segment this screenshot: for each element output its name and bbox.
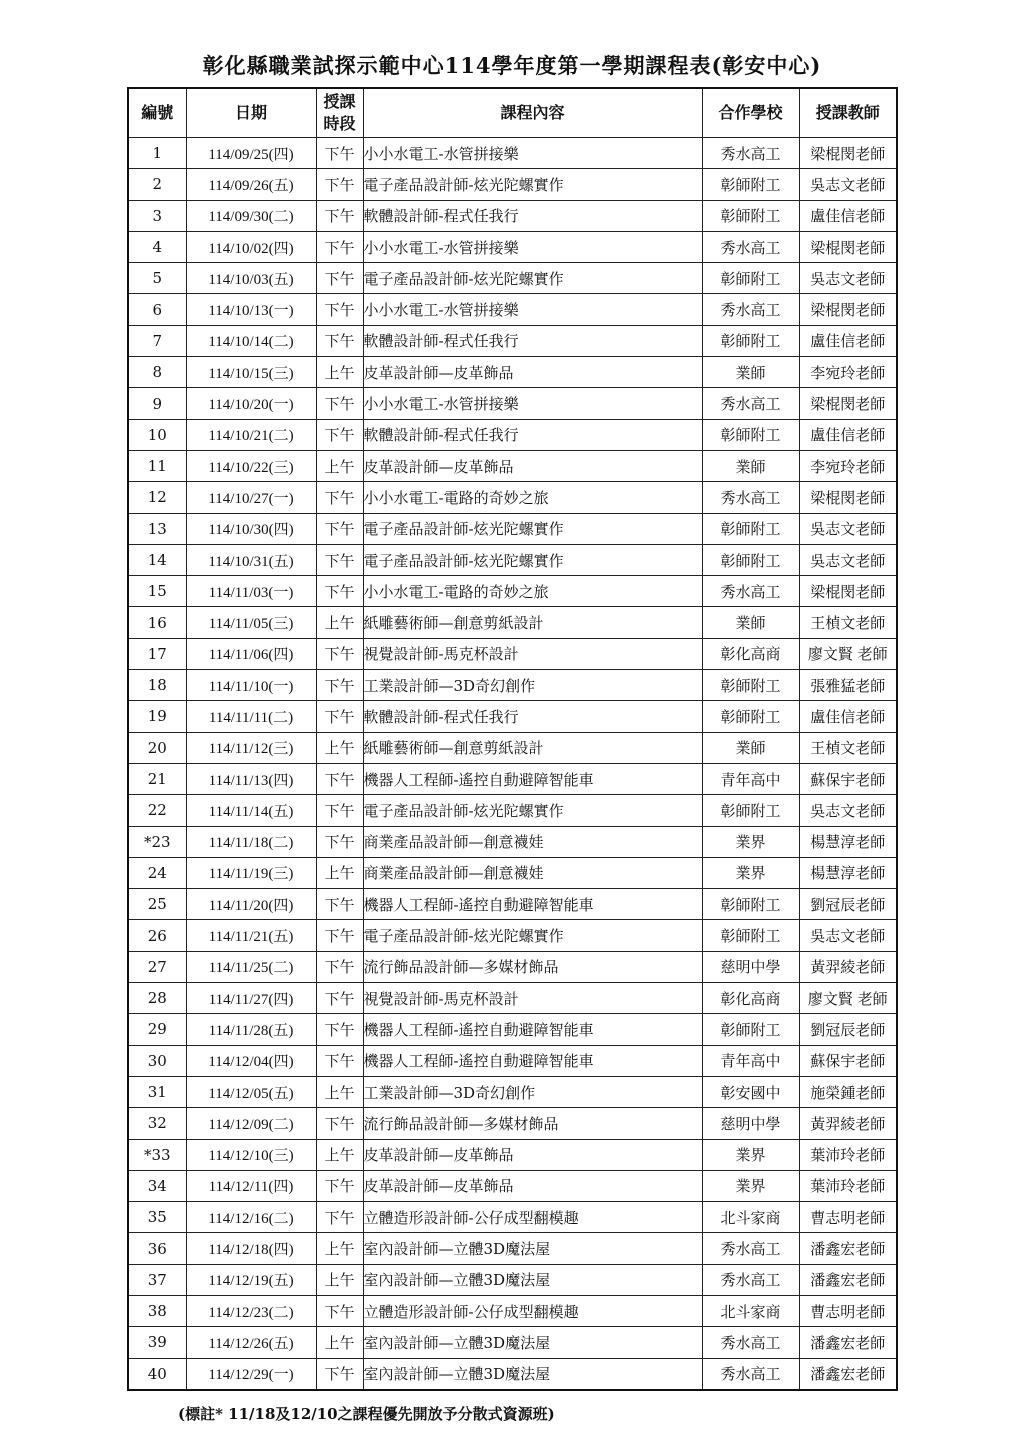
table-row [128, 983, 897, 1014]
cell-course: 視覺設計師-馬克杯設計 [363, 638, 702, 669]
cell-slot: 下午 [316, 138, 363, 169]
cell-school: 彰師附工 [702, 513, 799, 544]
cell-num: 22 [128, 795, 186, 826]
cell-slot: 下午 [316, 544, 363, 575]
cell-slot: 下午 [316, 419, 363, 450]
cell-course: 室內設計師—立體3D魔法屋 [363, 1358, 702, 1390]
table-row [128, 357, 897, 388]
cell-date: 114/11/18(二) [186, 826, 316, 857]
cell-course: 皮革設計師—皮革飾品 [363, 1170, 702, 1201]
cell-teacher: 吳志文老師 [799, 795, 897, 826]
cell-num: 5 [128, 263, 186, 294]
header-slot-line2: 時段 [323, 114, 356, 133]
footnote: (標註* 11/18及12/10之課程優先開放予分散式資源班) [178, 1405, 555, 1423]
table-row [128, 670, 897, 701]
cell-course: 機器人工程師-遙控自動避障智能車 [363, 1014, 702, 1045]
cell-date: 114/11/14(五) [186, 795, 316, 826]
course-schedule-table [127, 87, 898, 1391]
cell-slot: 下午 [316, 638, 363, 669]
cell-date: 114/10/20(一) [186, 388, 316, 419]
cell-date: 114/10/03(五) [186, 263, 316, 294]
cell-course: 機器人工程師-遙控自動避障智能車 [363, 889, 702, 920]
cell-num: *23 [128, 826, 186, 857]
cell-course: 小小水電工-水管拼接樂 [363, 388, 702, 419]
cell-date: 114/11/25(二) [186, 951, 316, 982]
cell-school: 青年高中 [702, 1045, 799, 1076]
table-row [128, 513, 897, 544]
cell-course: 電子產品設計師-炫光陀螺實作 [363, 920, 702, 951]
table-row [128, 1327, 897, 1358]
cell-teacher: 葉沛玲老師 [799, 1170, 897, 1201]
table-row [128, 795, 897, 826]
table-row [128, 200, 897, 231]
table-row [128, 826, 897, 857]
cell-num: 18 [128, 670, 186, 701]
cell-school: 彰化高商 [702, 983, 799, 1014]
cell-school: 秀水高工 [702, 482, 799, 513]
cell-school: 北斗家商 [702, 1295, 799, 1326]
cell-teacher: 潘鑫宏老師 [799, 1358, 897, 1390]
cell-num: 31 [128, 1076, 186, 1107]
table-row [128, 857, 897, 888]
cell-num: 36 [128, 1233, 186, 1264]
cell-course: 室內設計師—立體3D魔法屋 [363, 1327, 702, 1358]
cell-school: 彰師附工 [702, 701, 799, 732]
cell-date: 114/10/31(五) [186, 544, 316, 575]
cell-teacher: 潘鑫宏老師 [799, 1327, 897, 1358]
cell-num: 34 [128, 1170, 186, 1201]
cell-num: 2 [128, 169, 186, 200]
cell-slot: 下午 [316, 983, 363, 1014]
cell-num: 4 [128, 231, 186, 262]
cell-school: 彰師附工 [702, 920, 799, 951]
cell-school: 彰師附工 [702, 795, 799, 826]
table-row [128, 1045, 897, 1076]
cell-teacher: 黃羿綾老師 [799, 1108, 897, 1139]
cell-num: 13 [128, 513, 186, 544]
cell-date: 114/12/19(五) [186, 1264, 316, 1295]
cell-date: 114/10/21(二) [186, 419, 316, 450]
cell-school: 秀水高工 [702, 294, 799, 325]
cell-slot: 下午 [316, 231, 363, 262]
cell-course: 小小水電工-電路的奇妙之旅 [363, 576, 702, 607]
cell-course: 機器人工程師-遙控自動避障智能車 [363, 1045, 702, 1076]
cell-date: 114/12/23(二) [186, 1295, 316, 1326]
cell-teacher: 曹志明老師 [799, 1202, 897, 1233]
header-teacher: 授課教師 [799, 88, 897, 138]
header-date: 日期 [186, 88, 316, 138]
cell-teacher: 梁棍閔老師 [799, 294, 897, 325]
cell-school: 北斗家商 [702, 1202, 799, 1233]
cell-school: 秀水高工 [702, 231, 799, 262]
cell-date: 114/12/11(四) [186, 1170, 316, 1201]
cell-date: 114/12/29(一) [186, 1358, 316, 1390]
cell-num: 21 [128, 763, 186, 794]
cell-date: 114/12/09(二) [186, 1108, 316, 1139]
table-row [128, 482, 897, 513]
cell-slot: 上午 [316, 732, 363, 763]
cell-school: 業師 [702, 357, 799, 388]
cell-course: 視覺設計師-馬克杯設計 [363, 983, 702, 1014]
cell-course: 軟體設計師-程式任我行 [363, 701, 702, 732]
cell-num: 8 [128, 357, 186, 388]
cell-date: 114/11/20(四) [186, 889, 316, 920]
cell-teacher: 楊慧淳老師 [799, 826, 897, 857]
cell-num: 29 [128, 1014, 186, 1045]
cell-school: 秀水高工 [702, 1358, 799, 1390]
cell-date: 114/10/27(一) [186, 482, 316, 513]
cell-teacher: 劉冠辰老師 [799, 889, 897, 920]
header-num: 編號 [128, 88, 186, 138]
table-row [128, 701, 897, 732]
cell-date: 114/11/03(一) [186, 576, 316, 607]
cell-school: 業師 [702, 732, 799, 763]
cell-teacher: 蘇保宇老師 [799, 763, 897, 794]
cell-date: 114/11/21(五) [186, 920, 316, 951]
cell-slot: 下午 [316, 513, 363, 544]
cell-date: 114/11/13(四) [186, 763, 316, 794]
cell-num: 30 [128, 1045, 186, 1076]
table-row [128, 1202, 897, 1233]
cell-teacher: 吳志文老師 [799, 263, 897, 294]
cell-school: 秀水高工 [702, 576, 799, 607]
cell-teacher: 黃羿綾老師 [799, 951, 897, 982]
table-row [128, 1358, 897, 1390]
cell-course: 軟體設計師-程式任我行 [363, 325, 702, 356]
cell-school: 彰安國中 [702, 1076, 799, 1107]
cell-date: 114/11/05(三) [186, 607, 316, 638]
cell-slot: 上午 [316, 1076, 363, 1107]
cell-date: 114/11/06(四) [186, 638, 316, 669]
cell-school: 彰師附工 [702, 169, 799, 200]
cell-slot: 下午 [316, 670, 363, 701]
cell-num: 35 [128, 1202, 186, 1233]
cell-slot: 上午 [316, 357, 363, 388]
cell-num: 27 [128, 951, 186, 982]
cell-school: 業界 [702, 1139, 799, 1170]
cell-teacher: 梁棍閔老師 [799, 482, 897, 513]
table-row [128, 1264, 897, 1295]
cell-slot: 下午 [316, 482, 363, 513]
cell-date: 114/12/10(三) [186, 1139, 316, 1170]
cell-school: 彰師附工 [702, 670, 799, 701]
cell-course: 紙雕藝術師—創意剪紙設計 [363, 732, 702, 763]
cell-date: 114/09/30(二) [186, 200, 316, 231]
cell-school: 秀水高工 [702, 388, 799, 419]
cell-slot: 下午 [316, 920, 363, 951]
cell-school: 慈明中學 [702, 951, 799, 982]
cell-slot: 下午 [316, 763, 363, 794]
table-row [128, 419, 897, 450]
cell-teacher: 王楨文老師 [799, 607, 897, 638]
cell-slot: 上午 [316, 1139, 363, 1170]
cell-num: 39 [128, 1327, 186, 1358]
cell-teacher: 吳志文老師 [799, 920, 897, 951]
cell-slot: 下午 [316, 169, 363, 200]
cell-date: 114/12/04(四) [186, 1045, 316, 1076]
cell-teacher: 楊慧淳老師 [799, 857, 897, 888]
cell-date: 114/12/18(四) [186, 1233, 316, 1264]
cell-slot: 下午 [316, 1014, 363, 1045]
cell-teacher: 盧佳信老師 [799, 325, 897, 356]
cell-slot: 下午 [316, 576, 363, 607]
table-row [128, 450, 897, 481]
cell-date: 114/11/28(五) [186, 1014, 316, 1045]
table-body [128, 138, 897, 1390]
cell-teacher: 梁棍閔老師 [799, 138, 897, 169]
cell-course: 工業設計師—3D奇幻創作 [363, 1076, 702, 1107]
cell-course: 商業產品設計師—創意襪娃 [363, 857, 702, 888]
cell-course: 立體造形設計師-公仔成型翻模趣 [363, 1295, 702, 1326]
cell-teacher: 李宛玲老師 [799, 450, 897, 481]
cell-date: 114/11/10(一) [186, 670, 316, 701]
cell-course: 室內設計師—立體3D魔法屋 [363, 1233, 702, 1264]
cell-date: 114/09/25(四) [186, 138, 316, 169]
cell-course: 軟體設計師-程式任我行 [363, 419, 702, 450]
cell-course: 商業產品設計師—創意襪娃 [363, 826, 702, 857]
cell-teacher: 吳志文老師 [799, 544, 897, 575]
cell-school: 彰師附工 [702, 1014, 799, 1045]
cell-num: 24 [128, 857, 186, 888]
cell-teacher: 曹志明老師 [799, 1295, 897, 1326]
table-row [128, 544, 897, 575]
cell-course: 室內設計師—立體3D魔法屋 [363, 1264, 702, 1295]
cell-num: 20 [128, 732, 186, 763]
cell-slot: 下午 [316, 263, 363, 294]
table-row [128, 1295, 897, 1326]
cell-date: 114/10/30(四) [186, 513, 316, 544]
cell-slot: 下午 [316, 701, 363, 732]
cell-num: 15 [128, 576, 186, 607]
cell-slot: 下午 [316, 1045, 363, 1076]
table-row [128, 169, 897, 200]
cell-num: 19 [128, 701, 186, 732]
cell-slot: 下午 [316, 826, 363, 857]
cell-num: 16 [128, 607, 186, 638]
cell-course: 紙雕藝術師—創意剪紙設計 [363, 607, 702, 638]
table-row [128, 732, 897, 763]
cell-school: 彰師附工 [702, 325, 799, 356]
cell-school: 業界 [702, 1170, 799, 1201]
cell-num: 25 [128, 889, 186, 920]
cell-teacher: 施榮鍾老師 [799, 1076, 897, 1107]
cell-teacher: 李宛玲老師 [799, 357, 897, 388]
cell-teacher: 梁棍閔老師 [799, 231, 897, 262]
cell-school: 業師 [702, 607, 799, 638]
cell-num: 14 [128, 544, 186, 575]
cell-date: 114/11/12(三) [186, 732, 316, 763]
cell-teacher: 廖文賢 老師 [799, 983, 897, 1014]
cell-course: 工業設計師—3D奇幻創作 [363, 670, 702, 701]
cell-school: 青年高中 [702, 763, 799, 794]
cell-course: 電子產品設計師-炫光陀螺實作 [363, 513, 702, 544]
cell-course: 皮革設計師—皮革飾品 [363, 1139, 702, 1170]
cell-slot: 下午 [316, 1108, 363, 1139]
cell-num: 17 [128, 638, 186, 669]
cell-course: 電子產品設計師-炫光陀螺實作 [363, 263, 702, 294]
cell-num: 12 [128, 482, 186, 513]
cell-date: 114/10/14(二) [186, 325, 316, 356]
cell-date: 114/09/26(五) [186, 169, 316, 200]
cell-school: 慈明中學 [702, 1108, 799, 1139]
cell-num: 11 [128, 450, 186, 481]
cell-slot: 上午 [316, 1233, 363, 1264]
table-row [128, 231, 897, 262]
table-row [128, 576, 897, 607]
table-row [128, 388, 897, 419]
table-row [128, 920, 897, 951]
cell-course: 小小水電工-水管拼接樂 [363, 231, 702, 262]
cell-slot: 下午 [316, 200, 363, 231]
header-course: 課程內容 [363, 88, 702, 138]
cell-num: 6 [128, 294, 186, 325]
header-school: 合作學校 [702, 88, 799, 138]
cell-teacher: 劉冠辰老師 [799, 1014, 897, 1045]
cell-date: 114/10/22(三) [186, 450, 316, 481]
cell-course: 小小水電工-水管拼接樂 [363, 138, 702, 169]
table-row [128, 1233, 897, 1264]
table-row [128, 763, 897, 794]
cell-course: 機器人工程師-遙控自動避障智能車 [363, 763, 702, 794]
cell-course: 立體造形設計師-公仔成型翻模趣 [363, 1202, 702, 1233]
cell-slot: 下午 [316, 795, 363, 826]
table-row [128, 607, 897, 638]
table-row [128, 889, 897, 920]
table-row [128, 1076, 897, 1107]
page-title: 彰化縣職業試探示範中心114學年度第一學期課程表(彰安中心) [202, 53, 822, 78]
cell-date: 114/10/13(一) [186, 294, 316, 325]
cell-slot: 下午 [316, 1202, 363, 1233]
cell-school: 秀水高工 [702, 1233, 799, 1264]
cell-num: 26 [128, 920, 186, 951]
table-row [128, 1108, 897, 1139]
cell-school: 彰化高商 [702, 638, 799, 669]
cell-school: 彰師附工 [702, 419, 799, 450]
cell-slot: 上午 [316, 1327, 363, 1358]
cell-course: 皮革設計師—皮革飾品 [363, 357, 702, 388]
cell-slot: 上午 [316, 1264, 363, 1295]
cell-teacher: 葉沛玲老師 [799, 1139, 897, 1170]
header-slot-line1: 授課 [323, 92, 356, 111]
cell-course: 流行飾品設計師—多媒材飾品 [363, 951, 702, 982]
table-row [128, 138, 897, 169]
cell-slot: 下午 [316, 951, 363, 982]
cell-slot: 下午 [316, 1295, 363, 1326]
cell-teacher: 潘鑫宏老師 [799, 1233, 897, 1264]
table-row [128, 1014, 897, 1045]
cell-teacher: 吳志文老師 [799, 513, 897, 544]
cell-slot: 下午 [316, 889, 363, 920]
cell-course: 軟體設計師-程式任我行 [363, 200, 702, 231]
cell-slot: 上午 [316, 857, 363, 888]
cell-school: 彰師附工 [702, 889, 799, 920]
cell-slot: 下午 [316, 325, 363, 356]
cell-slot: 上午 [316, 607, 363, 638]
cell-num: 32 [128, 1108, 186, 1139]
table-row [128, 1139, 897, 1170]
cell-school: 業界 [702, 826, 799, 857]
header-slot [316, 88, 363, 138]
cell-teacher: 盧佳信老師 [799, 200, 897, 231]
cell-num: 28 [128, 983, 186, 1014]
cell-course: 流行飾品設計師—多媒材飾品 [363, 1108, 702, 1139]
table-row [128, 263, 897, 294]
table-row [128, 325, 897, 356]
table-row [128, 638, 897, 669]
cell-slot: 下午 [316, 1170, 363, 1201]
cell-course: 小小水電工-水管拼接樂 [363, 294, 702, 325]
cell-course: 小小水電工-電路的奇妙之旅 [363, 482, 702, 513]
table-header-row [128, 88, 897, 138]
cell-date: 114/10/15(三) [186, 357, 316, 388]
cell-slot: 下午 [316, 388, 363, 419]
cell-teacher: 張雅猛老師 [799, 670, 897, 701]
cell-num: 38 [128, 1295, 186, 1326]
cell-num: 10 [128, 419, 186, 450]
cell-school: 彰師附工 [702, 200, 799, 231]
cell-date: 114/11/19(三) [186, 857, 316, 888]
cell-num: 3 [128, 200, 186, 231]
cell-slot: 下午 [316, 294, 363, 325]
table-row [128, 294, 897, 325]
cell-slot: 上午 [316, 450, 363, 481]
cell-num: 9 [128, 388, 186, 419]
cell-num: 40 [128, 1358, 186, 1390]
cell-num: 37 [128, 1264, 186, 1295]
cell-date: 114/10/02(四) [186, 231, 316, 262]
cell-school: 業師 [702, 450, 799, 481]
cell-school: 秀水高工 [702, 1264, 799, 1295]
cell-date: 114/11/27(四) [186, 983, 316, 1014]
cell-date: 114/12/26(五) [186, 1327, 316, 1358]
cell-teacher: 廖文賢 老師 [799, 638, 897, 669]
cell-num: 7 [128, 325, 186, 356]
cell-teacher: 蘇保宇老師 [799, 1045, 897, 1076]
cell-course: 電子產品設計師-炫光陀螺實作 [363, 795, 702, 826]
cell-course: 電子產品設計師-炫光陀螺實作 [363, 169, 702, 200]
cell-school: 彰師附工 [702, 263, 799, 294]
cell-course: 電子產品設計師-炫光陀螺實作 [363, 544, 702, 575]
cell-school: 彰師附工 [702, 544, 799, 575]
cell-date: 114/12/16(二) [186, 1202, 316, 1233]
cell-school: 秀水高工 [702, 138, 799, 169]
cell-school: 業界 [702, 857, 799, 888]
cell-date: 114/12/05(五) [186, 1076, 316, 1107]
cell-school: 秀水高工 [702, 1327, 799, 1358]
cell-teacher: 吳志文老師 [799, 169, 897, 200]
cell-teacher: 盧佳信老師 [799, 419, 897, 450]
cell-date: 114/11/11(二) [186, 701, 316, 732]
cell-teacher: 梁棍閔老師 [799, 576, 897, 607]
cell-slot: 下午 [316, 1358, 363, 1390]
cell-num: 1 [128, 138, 186, 169]
cell-teacher: 潘鑫宏老師 [799, 1264, 897, 1295]
cell-teacher: 王楨文老師 [799, 732, 897, 763]
cell-teacher: 梁棍閔老師 [799, 388, 897, 419]
table-row [128, 1170, 897, 1201]
table-row [128, 951, 897, 982]
cell-course: 皮革設計師—皮革飾品 [363, 450, 702, 481]
cell-teacher: 盧佳信老師 [799, 701, 897, 732]
cell-num: *33 [128, 1139, 186, 1170]
